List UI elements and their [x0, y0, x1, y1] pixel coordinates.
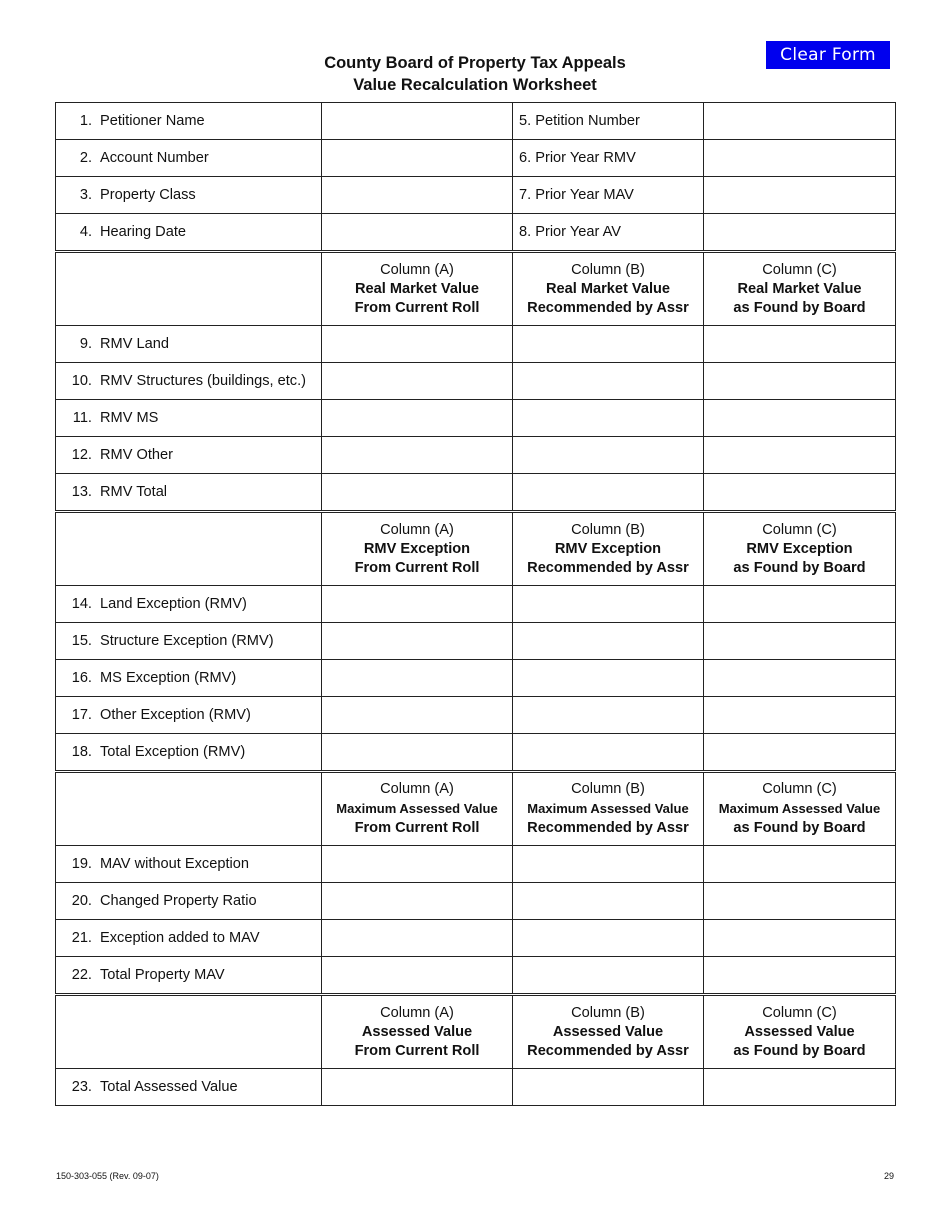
info-label-right — [513, 214, 704, 252]
column-letter: Column (C) — [762, 261, 837, 278]
column-a-input[interactable] — [322, 697, 513, 734]
info-input-left[interactable] — [322, 103, 513, 140]
column-c-input[interactable] — [704, 326, 896, 363]
column-b-input[interactable] — [513, 400, 704, 437]
value-row — [56, 883, 896, 920]
column-b-input[interactable] — [513, 1069, 704, 1106]
value-row — [56, 623, 896, 660]
column-letter: Column (B) — [571, 781, 645, 797]
column-letter: Column (A) — [380, 1004, 454, 1021]
value-row — [56, 697, 896, 734]
row-number: 23. — [71, 1079, 92, 1095]
column-source: From Current Roll — [354, 299, 480, 316]
column-b-input[interactable] — [513, 437, 704, 474]
column-letter: Column (B) — [571, 261, 645, 278]
column-title: Assessed Value — [744, 1023, 855, 1040]
column-b-input[interactable] — [513, 623, 704, 660]
column-source: Recommended by Assr — [527, 820, 689, 836]
column-b-input[interactable] — [513, 326, 704, 363]
row-number: 17. — [71, 707, 92, 723]
column-a-input[interactable] — [322, 586, 513, 623]
column-c-input[interactable] — [704, 697, 896, 734]
info-input-right[interactable] — [704, 140, 896, 177]
column-header — [322, 512, 513, 586]
column-title: Real Market Value — [545, 280, 671, 297]
value-row-label — [56, 920, 322, 957]
row-label: Land Exception (RMV) — [100, 596, 247, 612]
row-number: 18. — [71, 744, 92, 760]
section-header-blank — [56, 252, 322, 326]
column-title: RMV Exception — [554, 540, 662, 557]
value-row-label — [56, 586, 322, 623]
info-label-right — [513, 177, 704, 214]
row-number: 9. — [79, 336, 92, 352]
value-row — [56, 474, 896, 512]
column-header — [322, 995, 513, 1069]
column-letter: Column (C) — [762, 521, 837, 538]
row-label: 5. Petition Number — [519, 113, 640, 129]
value-row-label — [56, 326, 322, 363]
column-a-input[interactable] — [322, 363, 513, 400]
row-number: 16. — [71, 670, 92, 686]
form-subtitle: Value Recalculation Worksheet — [353, 76, 597, 94]
column-source: From Current Roll — [354, 1042, 480, 1059]
column-c-input[interactable] — [704, 883, 896, 920]
value-row-label — [56, 660, 322, 697]
column-c-input[interactable] — [704, 920, 896, 957]
row-label: Total Assessed Value — [100, 1079, 238, 1095]
row-label: Structure Exception (RMV) — [100, 633, 274, 649]
column-source: From Current Roll — [354, 820, 480, 836]
row-label: Exception added to MAV — [100, 930, 260, 946]
row-label: RMV MS — [100, 410, 159, 426]
value-row-label — [56, 474, 322, 512]
column-title: Assessed Value — [361, 1023, 473, 1040]
section-header-row — [56, 512, 896, 586]
section-header-row — [56, 772, 896, 846]
column-b-input[interactable] — [513, 586, 704, 623]
info-label-right — [513, 103, 704, 140]
column-letter: Column (C) — [762, 781, 837, 797]
column-title: Maximum Assessed Value — [527, 801, 689, 816]
row-label: RMV Other — [100, 447, 173, 463]
row-number: 22. — [71, 967, 92, 983]
row-number: 3. — [79, 187, 92, 203]
value-row — [56, 326, 896, 363]
column-letter: Column (A) — [380, 261, 454, 278]
column-c-input[interactable] — [704, 734, 896, 772]
column-c-input[interactable] — [704, 660, 896, 697]
row-number: 14. — [71, 596, 92, 612]
column-a-input[interactable] — [322, 474, 513, 512]
column-title: RMV Exception — [746, 540, 853, 557]
page-number: 29 — [883, 1171, 894, 1181]
row-label: 7. Prior Year MAV — [519, 187, 634, 203]
value-row — [56, 846, 896, 883]
column-c-input[interactable] — [704, 846, 896, 883]
info-row — [56, 140, 896, 177]
column-header — [513, 252, 704, 326]
column-header — [704, 512, 896, 586]
row-number: 15. — [71, 633, 92, 649]
row-label: RMV Land — [100, 336, 169, 352]
row-number: 4. — [79, 224, 92, 240]
value-row-label — [56, 363, 322, 400]
row-label: MS Exception (RMV) — [100, 670, 237, 686]
row-number: 11. — [72, 410, 92, 426]
column-source: as Found by Board — [733, 299, 866, 316]
column-source: Recommended by Assr — [527, 559, 689, 576]
row-label: Other Exception (RMV) — [100, 707, 251, 723]
clear-form-button[interactable]: Clear Form — [766, 41, 890, 69]
info-label-left — [56, 214, 322, 252]
row-label: Hearing Date — [100, 224, 186, 240]
column-source: as Found by Board — [733, 559, 866, 576]
column-letter: Column (B) — [571, 521, 645, 538]
column-b-input[interactable] — [513, 697, 704, 734]
worksheet-table — [55, 102, 896, 1106]
info-input-right[interactable] — [704, 103, 896, 140]
row-number: 13. — [71, 484, 92, 500]
section-header-row — [56, 252, 896, 326]
value-row — [56, 1069, 896, 1106]
value-row-label — [56, 846, 322, 883]
column-header — [704, 252, 896, 326]
column-header — [513, 772, 704, 846]
column-letter: Column (B) — [571, 1004, 645, 1021]
column-source: as Found by Board — [733, 820, 866, 836]
info-label-left — [56, 103, 322, 140]
value-row-label — [56, 437, 322, 474]
row-number: 2. — [79, 150, 92, 166]
row-label: Property Class — [100, 187, 196, 203]
row-label: Total Property MAV — [100, 967, 225, 983]
column-letter: Column (A) — [380, 521, 454, 538]
row-label: Changed Property Ratio — [100, 893, 257, 909]
column-source: Recommended by Assr — [527, 299, 689, 316]
section-header-row — [56, 995, 896, 1069]
column-title: Maximum Assessed Value — [718, 801, 881, 816]
row-number: 1. — [79, 113, 92, 129]
column-b-input[interactable] — [513, 660, 704, 697]
row-number: 21. — [71, 930, 92, 946]
column-c-input[interactable] — [704, 363, 896, 400]
row-number: 10. — [71, 373, 92, 389]
info-label-left — [56, 177, 322, 214]
row-label: RMV Structures (buildings, etc.) — [100, 373, 307, 389]
column-a-input[interactable] — [322, 846, 513, 883]
info-input-left[interactable] — [322, 140, 513, 177]
value-row — [56, 363, 896, 400]
column-header — [322, 772, 513, 846]
column-header — [322, 252, 513, 326]
info-row — [56, 177, 896, 214]
column-a-input[interactable] — [322, 1069, 513, 1106]
column-a-input[interactable] — [322, 660, 513, 697]
row-label: Petitioner Name — [100, 113, 205, 129]
info-row — [56, 103, 896, 140]
column-title: RMV Exception — [363, 540, 471, 557]
row-number: 12. — [71, 447, 92, 463]
column-header — [513, 995, 704, 1069]
value-row — [56, 660, 896, 697]
column-a-input[interactable] — [322, 883, 513, 920]
column-c-input[interactable] — [704, 474, 896, 512]
value-row — [56, 400, 896, 437]
value-row-label — [56, 957, 322, 995]
column-source: as Found by Board — [733, 1042, 866, 1059]
row-label: RMV Total — [100, 484, 168, 500]
value-row-label — [56, 400, 322, 437]
column-c-input[interactable] — [704, 623, 896, 660]
row-label: Account Number — [100, 150, 209, 166]
row-label: MAV without Exception — [100, 856, 249, 872]
column-letter: Column (C) — [762, 1004, 837, 1021]
column-b-input[interactable] — [513, 920, 704, 957]
column-header — [704, 995, 896, 1069]
column-b-input[interactable] — [513, 474, 704, 512]
info-input-left[interactable] — [322, 214, 513, 252]
column-c-input[interactable] — [704, 586, 896, 623]
column-b-input[interactable] — [513, 883, 704, 920]
row-label: 8. Prior Year AV — [519, 224, 621, 240]
row-number: 20. — [71, 893, 92, 909]
value-row-label — [56, 1069, 322, 1106]
column-a-input[interactable] — [322, 734, 513, 772]
column-title: Real Market Value — [354, 280, 480, 297]
column-header — [704, 772, 896, 846]
column-title: Assessed Value — [552, 1023, 664, 1040]
column-c-input[interactable] — [704, 437, 896, 474]
column-a-input[interactable] — [322, 400, 513, 437]
column-letter: Column (A) — [380, 781, 454, 797]
row-label: 6. Prior Year RMV — [519, 150, 636, 166]
column-title: Real Market Value — [737, 280, 862, 297]
column-b-input[interactable] — [513, 363, 704, 400]
column-a-input[interactable] — [322, 957, 513, 995]
column-a-input[interactable] — [322, 326, 513, 363]
value-row — [56, 586, 896, 623]
value-row — [56, 920, 896, 957]
info-label-left — [56, 140, 322, 177]
value-row-label — [56, 623, 322, 660]
column-c-input[interactable] — [704, 1069, 896, 1106]
info-row — [56, 214, 896, 252]
column-a-input[interactable] — [322, 623, 513, 660]
row-label: Total Exception (RMV) — [100, 744, 246, 760]
section-header-blank — [56, 772, 322, 846]
info-input-left[interactable] — [322, 177, 513, 214]
column-source: From Current Roll — [354, 559, 480, 576]
column-source: Recommended by Assr — [527, 1042, 689, 1059]
value-row-label — [56, 883, 322, 920]
value-row — [56, 437, 896, 474]
form-number: 150-303-055 (Rev. 09-07) — [56, 1171, 159, 1181]
column-b-input[interactable] — [513, 734, 704, 772]
value-row — [56, 957, 896, 995]
column-a-input[interactable] — [322, 437, 513, 474]
column-b-input[interactable] — [513, 957, 704, 995]
column-title: Maximum Assessed Value — [336, 801, 498, 816]
row-number: 19. — [71, 856, 92, 872]
value-row — [56, 734, 896, 772]
section-header-blank — [56, 512, 322, 586]
value-row-label — [56, 734, 322, 772]
column-a-input[interactable] — [322, 920, 513, 957]
info-input-right[interactable] — [704, 177, 896, 214]
column-header — [513, 512, 704, 586]
column-b-input[interactable] — [513, 846, 704, 883]
section-header-blank — [56, 995, 322, 1069]
column-c-input[interactable] — [704, 400, 896, 437]
value-row-label — [56, 697, 322, 734]
info-input-right[interactable] — [704, 214, 896, 252]
column-c-input[interactable] — [704, 957, 896, 995]
info-label-right — [513, 140, 704, 177]
form-title: County Board of Property Tax Appeals — [324, 54, 626, 72]
